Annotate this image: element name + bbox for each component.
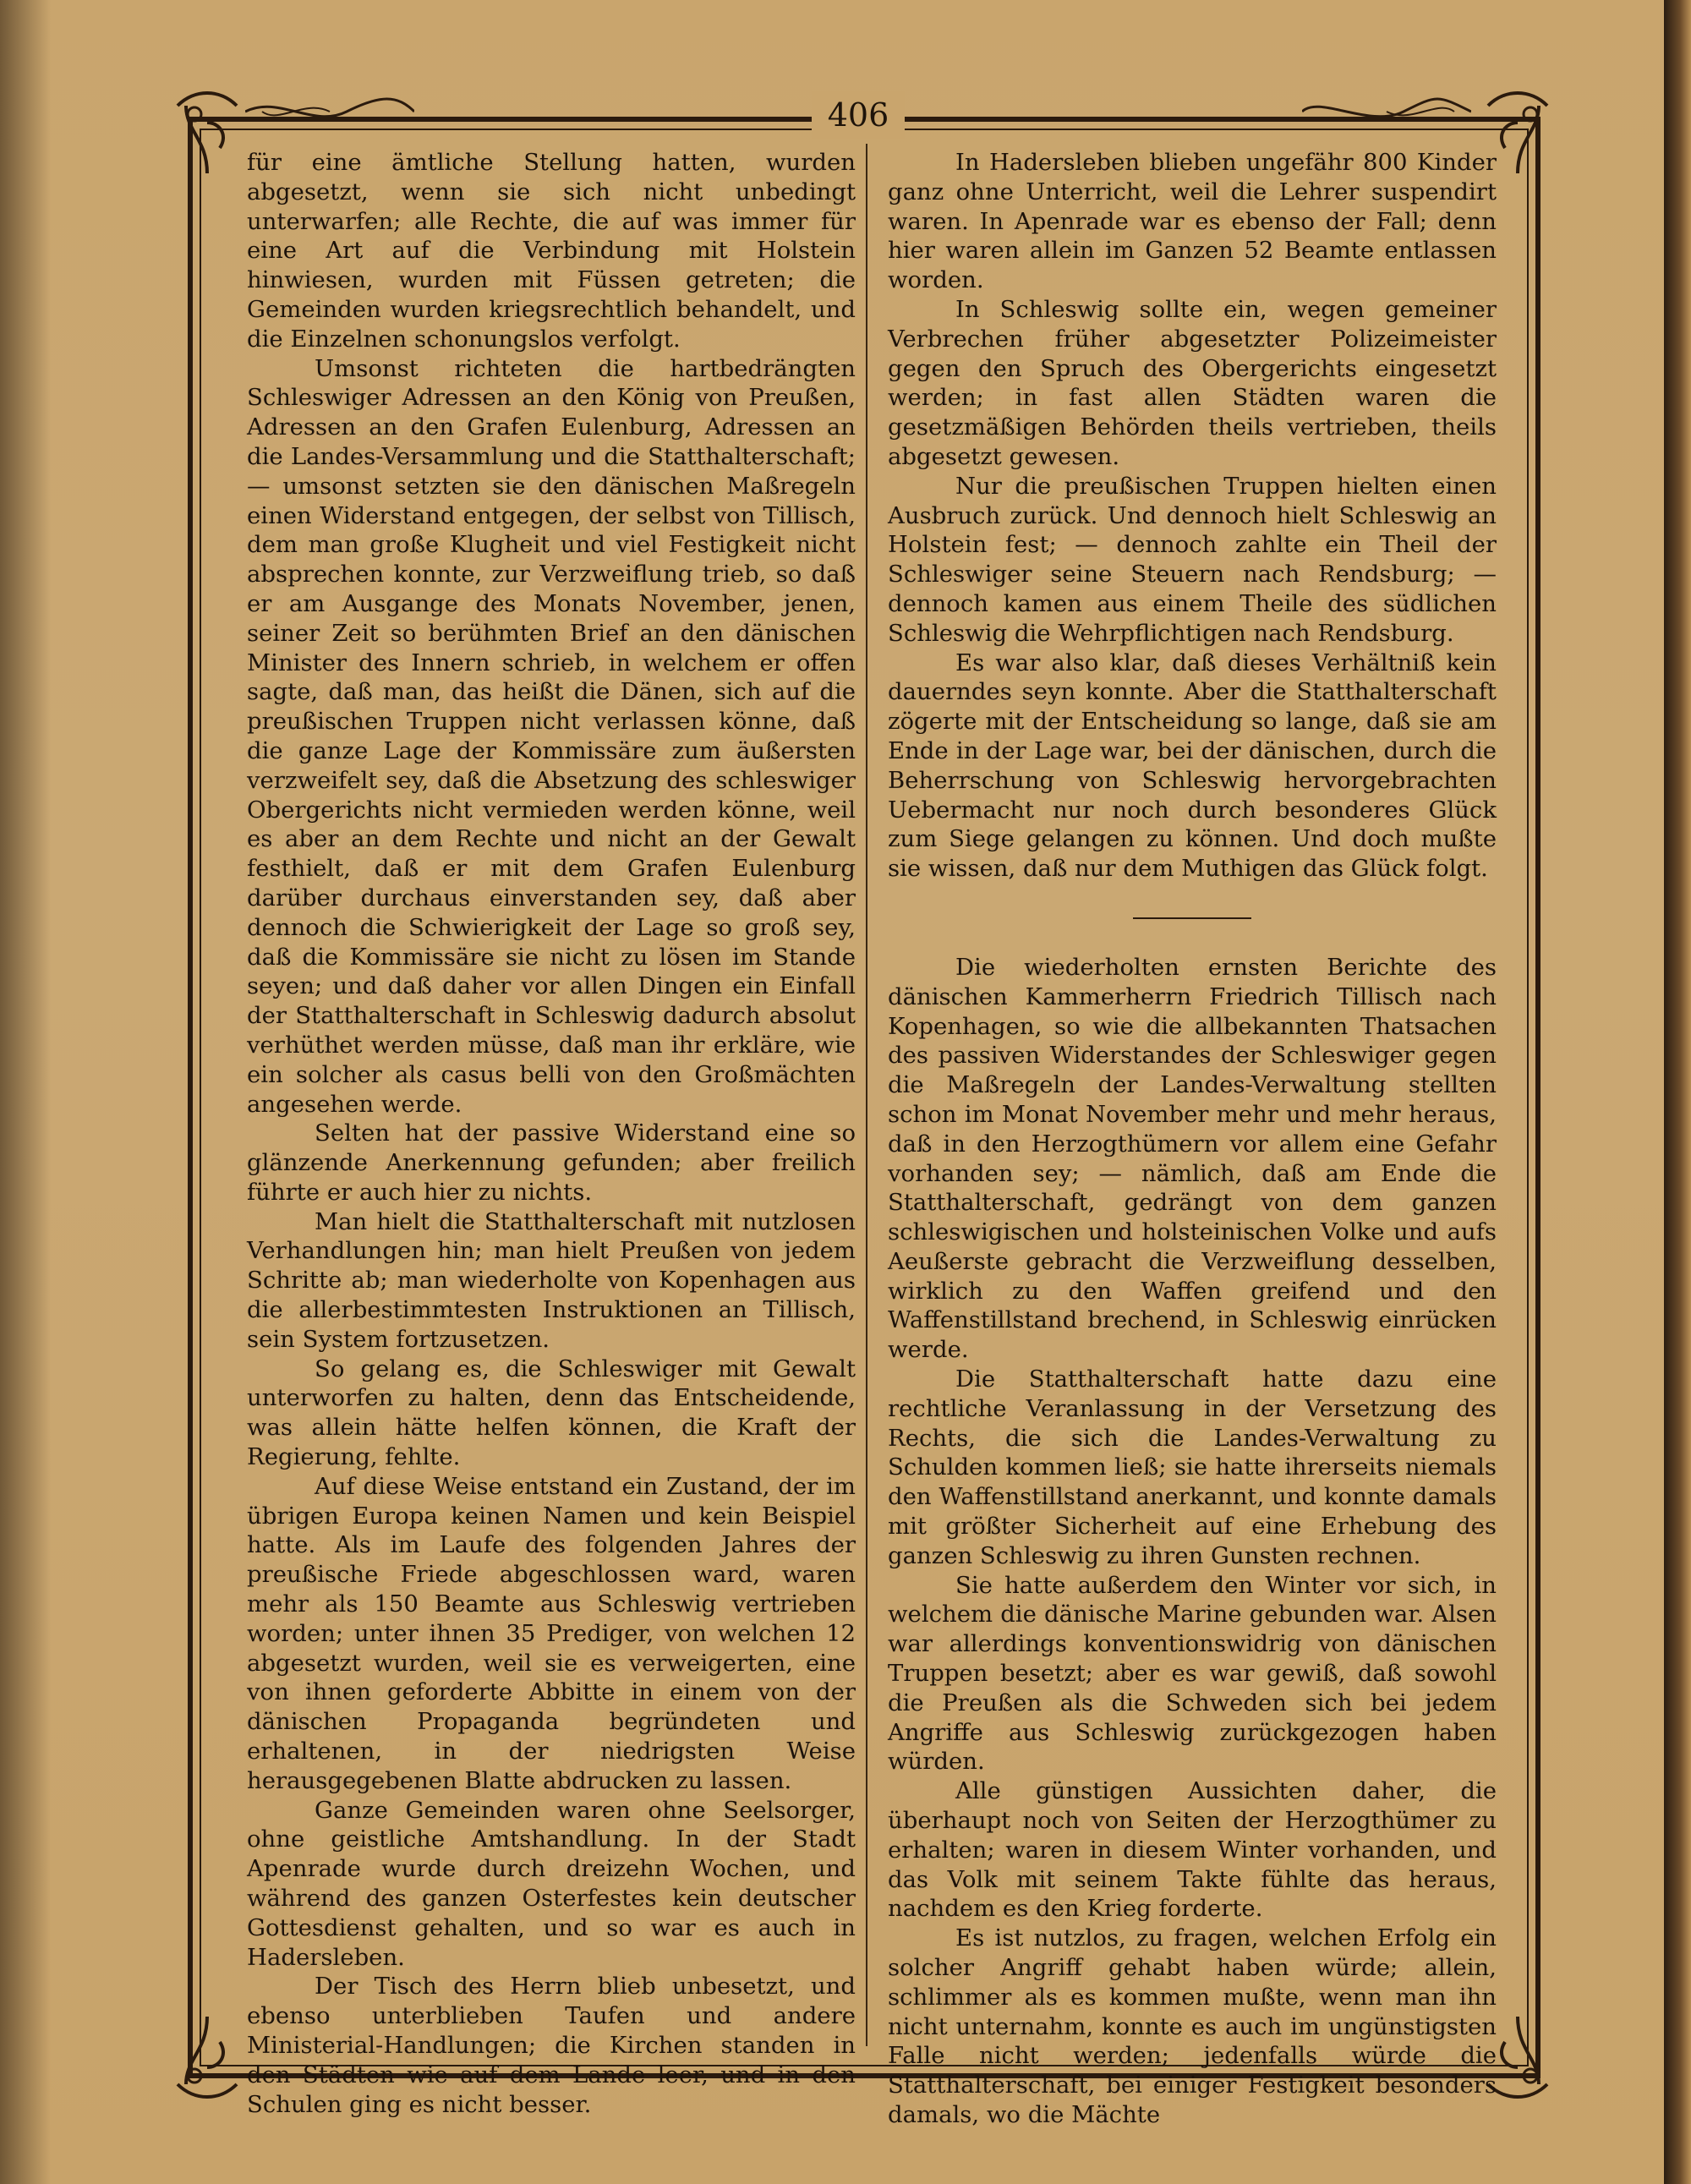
section-separator-rule <box>1133 917 1251 919</box>
right-paragraph-2: In Schleswig sollte ein, wegen gemeiner Verbrechen früher abgesetzter Polizeimeister gegen den Spruch des Obergerichts eingesetzt werden; in fast allen Städten waren die gesetzmäßigen Behörden theils vertrieben, theils abgesetzt gewesen. <box>888 295 1497 470</box>
right-paragraph-5: Die wiederholten ernsten Berichte des dänischen Kammerherrn Friedrich Tillisch nach Kopenhagen, so wie die allbekannten Thatsachen des passiven Widerstandes der Schleswiger gegen die Maßregeln der Landes-Verwaltung stellten schon im Monat November mehr und mehr heraus, daß in den Herzogthümern vor allem eine Gefahr vorhanden sey; — nämlich, daß am Ende die Statthalterschaft, gedrängt von dem ganzen schleswigischen und holsteinischen Volke und aufs Aeußerste gebracht die Verzweiflung desselben, wirklich zu den Waffen greifend und den Waffenstillstand brechend, in Schleswig einrücken werde. <box>888 953 1497 1364</box>
top-scroll-ornament-right <box>1302 95 1471 129</box>
left-paragraph-8: Der Tisch des Herrn blieb unbesetzt, und ebenso unterblieben Taufen und andere Ministerial-Handlungen; die Kirchen standen in den Städten wie auf dem Lande leer, und in den Schulen ging es nicht besser. <box>247 1973 856 2118</box>
top-scroll-ornament-left <box>245 95 414 129</box>
right-column <box>888 148 1497 2130</box>
right-paragraph-7: Sie hatte außerdem den Winter vor sich, in welchem die dänische Marine gebunden war. Alsen war allerdings konventionswidrig von dänischen Truppen besetzt; aber es war gewiß, daß sowohl die Preußen als die Schweden sich bei jedem Angriffe aus Schleswig zurückgezogen haben würden. <box>888 1571 1497 1776</box>
corner-ornament-bottom-left <box>169 2008 245 2101</box>
left-paragraph-5: So gelang es, die Schleswiger mit Gewalt unterworfen zu halten, denn das Entscheidende, was allein hätte helfen können, die Kraft der Regierung, fehlte. <box>247 1355 856 1471</box>
right-paragraph-9: Es ist nutzlos, zu fragen, welchen Erfolg ein solcher Angriff gehabt haben würde; allein, schlimmer als es kommen mußte, wenn man ihn nicht unternahm, konnte es auch im ungünstigsten Falle nicht werden; jedenfalls würde die Statthalterschaft, bei einiger Festigkeit besonders damals, wo die Mächte <box>888 1924 1497 2128</box>
book-gutter <box>1664 0 1691 2184</box>
left-paragraph-1: für eine ämtliche Stellung hatten, wurden abgesetzt, wenn sie sich nicht unbedingt unterwarfen; alle Rechte, die auf was immer für eine Art auf die Verbindung mit Holstein hinwiesen, wurden mit Füssen getreten; die Gemeinden wurden kriegsrechtlich behandelt, und die Einzelnen schonungslos verfolgt. <box>247 149 856 353</box>
left-paragraph-7: Ganze Gemeinden waren ohne Seelsorger, ohne geistliche Amtshandlung. In der Stadt Apenrade wurde durch dreizehn Wochen, und während des ganzen Osterfestes kein deutscher Gottesdienst gehalten, und so war es auch in Hadersleben. <box>247 1796 856 1971</box>
page-number: 406 <box>812 91 905 139</box>
left-paragraph-4: Man hielt die Statthalterschaft mit nutzlosen Verhandlungen hin; man hielt Preußen von jedem Schritte ab; man wiederholte von Kopenhagen aus die allerbestimmtesten Instruktionen an Tillisch, sein System fortzusetzen. <box>247 1207 856 1353</box>
right-paragraph-1: In Hadersleben blieben ungefähr 800 Kinder ganz ohne Unterricht, weil die Lehrer suspendirt waren. In Apenrade war es ebenso der Fall; denn hier waren allein im Ganzen 52 Beamte entlassen worden. <box>888 149 1497 294</box>
left-paragraph-6: Auf diese Weise entstand ein Zustand, der im übrigen Europa keinen Namen und kein Beispiel hatte. Als im Laufe des folgenden Jahres der preußische Friede abgeschlossen ward, waren mehr als 150 Beamte aus Schleswig vertrieben worden; unter ihnen 35 Prediger, von welchen 12 abgesetzt wurden, weil sie es verweigerten, eine von ihnen geforderte Abbitte in einem von der dänischen Propaganda begründeten und erhaltenen, in der niedrigsten Weise herausgegebenen Blatte abdrucken zu lassen. <box>247 1472 856 1794</box>
left-paragraph-2: Umsonst richteten die hartbedrängten Schleswiger Adressen an den König von Preußen, Adressen an den Grafen Eulenburg, Adressen an die Landes-Versammlung und die Statthalterschaft; — umsonst setzten sie den dänischen Maßregeln einen Widerstand entgegen, der selbst von Tillisch, dem man große Klugheit und viel Festigkeit nicht absprechen konnte, zur Verzweiflung trieb, so daß er am Ausgange des Monats November, jenen, seiner Zeit so berühmten Brief an den dänischen Minister des Innern schrieb, in welchem er offen sagte, daß man, das heißt die Dänen, sich auf die preußischen Truppen nicht verlassen könne, daß die ganze Lage der Kommissäre zum äußersten verzweifelt sey, daß die Absetzung des schleswiger Obergerichts nicht vermieden werden könne, weil es aber an dem Rechte und nicht an der Gewalt festhielt, daß er mit dem Grafen Eulenburg darüber durchaus einverstanden sey, daß aber dennoch die Schwierigkeit der Lage so groß sey, daß die Kommissäre sie nicht zu lösen im Stande seyen; und daß daher vor allen Dingen ein Einfall der Statthalterschaft in Schleswig dadurch absolut verhüthet werden müsse, daß man ihr erkläre, wie ein solcher als casus belli von den Großmächten angesehen werde. <box>247 354 856 1118</box>
right-paragraph-3: Nur die preußischen Truppen hielten einen Ausbruch zurück. Und dennoch hielt Schleswig an Holstein fest; — dennoch zahlte ein Theil der Schleswiger seine Steuern nach Rendsburg; — dennoch kamen aus einem Theile des südlichen Schleswig die Wehrpflichtigen nach Rendsburg. <box>888 472 1497 647</box>
right-paragraph-4: Es war also klar, daß dieses Verhältniß kein dauerndes seyn konnte. Aber die Statthalterschaft zögerte mit der Entscheidung so lange, daß sie am Ende in der Lage war, bei der dänischen, durch die Beherrschung von Schleswig hervorgebrachten Uebermacht nur noch durch besonderes Glück zum Siege gelangen zu können. Und doch mußte sie wissen, daß nur dem Muthigen das Glück folgt. <box>888 649 1497 883</box>
right-paragraph-6: Die Statthalterschaft hatte dazu eine rechtliche Veranlassung in der Versetzung des Rechts, die sich die Landes-Verwaltung zu Schulden kommen ließ; sie hatte ihrerseits niemals den Waffenstillstand anerkannt, und konnte damals mit größter Sicherheit auf eine Erhebung des ganzen Schleswig zu ihren Gunsten rechnen. <box>888 1366 1497 1569</box>
column-divider <box>866 144 867 2046</box>
corner-ornament-top-left <box>169 89 245 182</box>
page-shadow <box>0 0 51 2184</box>
left-column <box>247 148 856 2119</box>
right-paragraph-8: Alle günstigen Aussichten daher, die überhaupt noch von Seiten der Herzogthümer zu erhalten; waren in diesem Winter vorhanden, und das Volk mit seinem Takte fühlte das heraus, nachdem es den Krieg forderte. <box>888 1777 1497 1923</box>
left-paragraph-3: Selten hat der passive Widerstand eine so glänzende Anerkennung gefunden; aber freilich führte er auch hier zu nichts. <box>247 1119 856 1206</box>
